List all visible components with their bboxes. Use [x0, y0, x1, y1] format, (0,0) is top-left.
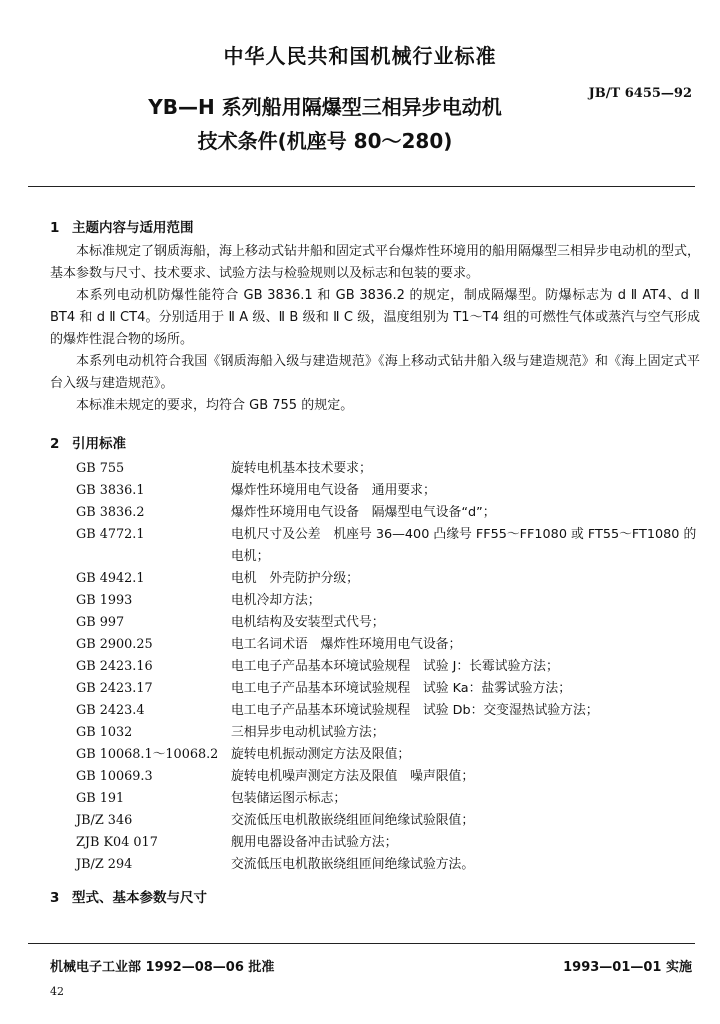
section-2-title: 引用标准	[72, 436, 126, 452]
implementation-date: 1993—01—01 实施	[563, 960, 692, 975]
section-3-heading	[50, 886, 207, 906]
section-1-number: 1	[50, 220, 60, 236]
reference-title: 电机结构及安装型式代号；	[231, 615, 385, 630]
section-3-title: 型式、基本参数与尺寸	[72, 890, 207, 906]
header-divider	[28, 186, 695, 187]
reference-code: GB 755	[76, 461, 125, 476]
reference-title: 旋转电机基本技术要求；	[231, 461, 372, 476]
reference-code: GB 3836.2	[76, 505, 145, 520]
standard-number: JB/T 6455—92	[588, 86, 692, 101]
reference-code: GB 1993	[76, 593, 133, 608]
reference-code: GB 4942.1	[76, 571, 145, 586]
reference-title: 交流低压电机散嵌绕组匝间绝缘试验方法。	[231, 857, 475, 872]
reference-title: 旋转电机振动测定方法及限值；	[231, 747, 411, 762]
reference-code: JB/Z 346	[76, 813, 133, 828]
reference-code: GB 3836.1	[76, 483, 145, 498]
reference-code: ZJB K04 017	[76, 835, 158, 850]
reference-title: 三相异步电动机试验方法；	[231, 725, 385, 740]
section-2-number: 2	[50, 436, 60, 452]
reference-title: 舰用电器设备冲击试验方法；	[231, 835, 398, 850]
document-title-line1: YB—H 系列船用隔爆型三相异步电动机	[148, 95, 502, 119]
section-1-paragraph: 本标准未规定的要求，均符合 GB 755 的规定。	[76, 398, 354, 413]
reference-code: GB 1032	[76, 725, 133, 740]
reference-code: GB 191	[76, 791, 125, 806]
reference-code: JB/Z 294	[76, 857, 133, 872]
reference-title: 电机尺寸及公差 机座号 36—400 凸缘号 FF55～FF1080 或 FT55～FT1080 的电机；	[231, 527, 697, 564]
reference-title: 爆炸性环境用电气设备 通用要求；	[231, 483, 436, 498]
reference-code: GB 997	[76, 615, 125, 630]
reference-title: 电工名词术语 爆炸性环境用电气设备；	[231, 637, 462, 652]
reference-title: 电工电子产品基本环境试验规程 试验 Db：交变湿热试验方法；	[231, 703, 599, 718]
section-1-paragraph: 本标准规定了钢质海船，海上移动式钻井船和固定式平台爆炸性环境用的船用隔爆型三相异步电动机的型式，基本参数与尺寸、技术要求、试验方法与检验规则以及标志和包装的要求。	[50, 244, 701, 281]
reference-title: 电工电子产品基本环境试验规程 试验 Ka：盐雾试验方法；	[231, 681, 571, 696]
reference-code: GB 2423.16	[76, 659, 153, 674]
reference-title: 爆炸性环境用电气设备 隔爆型电气设备“d”；	[231, 505, 496, 520]
issuing-organization: 中华人民共和国机械行业标准	[223, 44, 497, 68]
reference-code: GB 2900.25	[76, 637, 153, 652]
reference-title: 电工电子产品基本环境试验规程 试验 J：长霉试验方法；	[231, 659, 559, 674]
reference-code: GB 2423.4	[76, 703, 145, 718]
reference-title: 包装储运图示标志；	[231, 791, 347, 806]
document-title-line2: 技术条件(机座号 80～280)	[197, 129, 453, 153]
reference-code: GB 2423.17	[76, 681, 153, 696]
section-1-title: 主题内容与适用范围	[72, 220, 194, 236]
reference-title: 电机冷却方法；	[231, 593, 321, 608]
reference-code: GB 4772.1	[76, 527, 145, 542]
approval-date: 机械电子工业部 1992—08—06 批准	[50, 960, 275, 975]
section-2-heading	[50, 432, 126, 452]
reference-title: 交流低压电机散嵌绕组匝间绝缘试验限值；	[231, 813, 475, 828]
page-number: 42	[50, 985, 64, 998]
section-1-paragraph: 本系列电动机符合我国《钢质海船入级与建造规范》《海上移动式钻井船入级与建造规范》和《海上固定式平台入级与建造规范》。	[50, 354, 700, 391]
section-3-number: 3	[50, 890, 60, 906]
reference-title: 电机 外壳防护分级；	[231, 571, 359, 586]
section-1-heading	[50, 216, 194, 236]
section-1-paragraph: 本系列电动机防爆性能符合 GB 3836.1 和 GB 3836.2 的规定，制成隔爆型。防爆标志为 d Ⅱ AT4、d Ⅱ BT4 和 d Ⅱ CT4。分别适用于 Ⅱ A 级、Ⅱ B 级和 Ⅱ C 级，温度组别为 T1～T4 组的可燃性气体或蒸汽与空气形成的爆炸性混合物的场所。	[50, 288, 700, 347]
reference-code: GB 10068.1～10068.2	[76, 747, 219, 762]
footer-divider	[28, 943, 695, 944]
reference-code: GB 10069.3	[76, 769, 153, 784]
reference-title: 旋转电机噪声测定方法及限值 噪声限值；	[231, 769, 475, 784]
